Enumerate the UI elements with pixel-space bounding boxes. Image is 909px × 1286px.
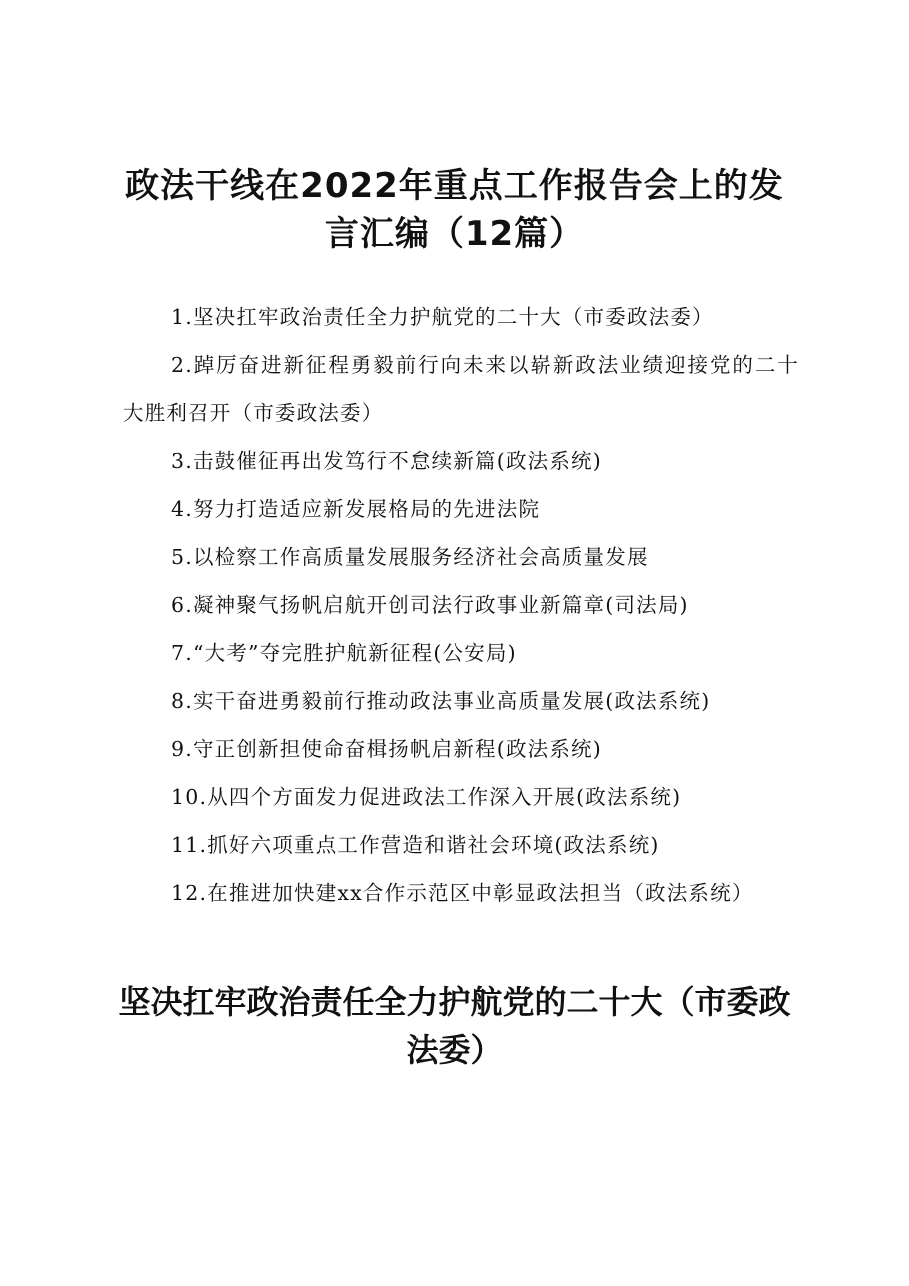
table-of-contents (123, 293, 799, 917)
toc-item: 7.“大考”夺完胜护航新征程(公安局) (171, 641, 517, 665)
toc-item: 5.以检察工作高质量发展服务经济社会高质量发展 (171, 545, 649, 569)
toc-item: 6.凝神聚气扬帆启航开创司法行政事业新篇章(司法局) (171, 593, 689, 617)
toc-item: 1.坚决扛牢政治责任全力护航党的二十大（市委政法委） (171, 305, 714, 329)
toc-item: 9.守正创新担使命奋楫扬帆启新程(政法系统) (171, 737, 602, 761)
toc-item: 3.击鼓催征再出发笃行不怠续新篇(政法系统) (171, 449, 602, 473)
section-title: 坚决扛牢政治责任全力护航党的二十大（市委政法委） (118, 983, 791, 1069)
document-title: 政法干线在2022年重点工作报告会上的发言汇编（12篇） (125, 166, 784, 254)
toc-item: 4.努力打造适应新发展格局的先进法院 (171, 497, 541, 521)
toc-item: 8.实干奋进勇毅前行推动政法事业高质量发展(政法系统) (171, 689, 711, 713)
toc-item: 11.抓好六项重点工作营造和谐社会环境(政法系统) (171, 833, 660, 857)
toc-item: 10.从四个方面发力促进政法工作深入开展(政法系统) (171, 785, 682, 809)
toc-item: 2.踔厉奋进新征程勇毅前行向未来以崭新政法业绩迎接党的二十大胜利召开（市委政法委） (123, 353, 799, 425)
toc-item: 12.在推进加快建xx合作示范区中彰显政法担当（政法系统） (171, 881, 754, 905)
